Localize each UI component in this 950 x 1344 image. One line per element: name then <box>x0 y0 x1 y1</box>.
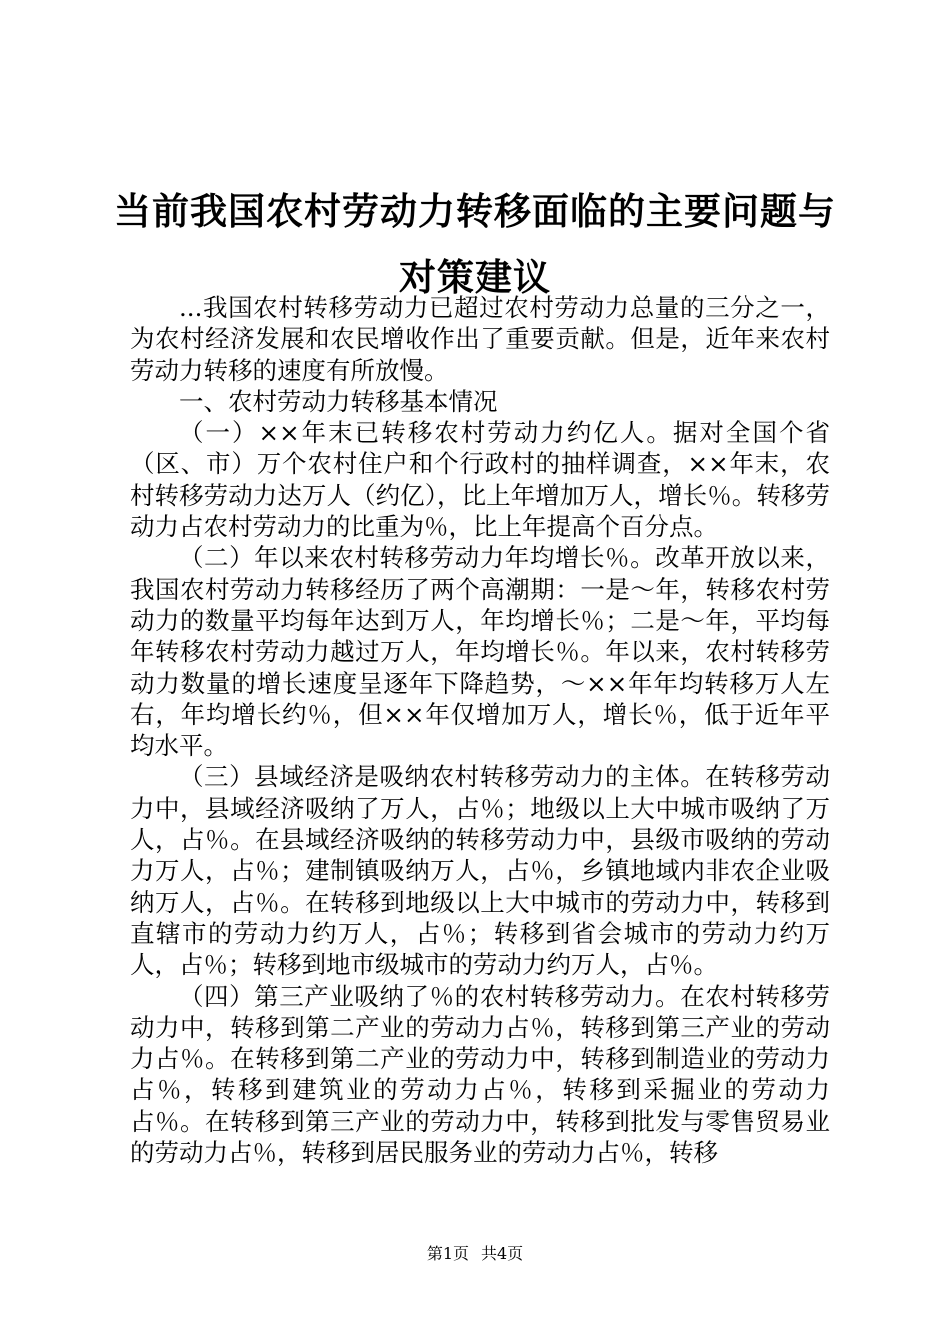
document-title: 当前我国农村劳动力转移面临的主要问题与对策建议 <box>114 189 836 299</box>
paragraph-3: （三）县域经济是吸纳农村转移劳动力的主体。在转移劳动力中，县域经济吸纳了万人，占％；地级以上大中城市吸纳了万人，占％。在县域经济吸纳的转移劳动力中，县级市吸纳的劳动力万人，占％；建制镇吸纳万人，占％，乡镇地域内非农企业吸纳万人，占％。在转移到地级以上大中城市的劳动力中，转移到直辖市的劳动力约万人，占％；转移到省会城市的劳动力约万人，占％；转移到地市级城市的劳动力约万人，占％。 <box>130 762 830 980</box>
section-heading: 一、农村劳动力转移基本情况 <box>179 386 498 416</box>
page-count: 共4页 <box>481 1244 524 1263</box>
page-number: 第1页 <box>426 1244 469 1263</box>
paragraph-1: （一）××年末已转移农村劳动力约亿人。据对全国个省（区、市）万个农村住户和个行政村的抽样调查，××年末，农村转移劳动力达万人（约亿），比上年增加万人，增长％。转移劳动力占农村劳动力的比重为％，比上年提高个百分点。 <box>130 418 830 542</box>
document-body <box>130 292 830 1168</box>
paragraph-4: （四）第三产业吸纳了％的农村转移劳动力。在农村转移劳动力中，转移到第二产业的劳动力占％，转移到第三产业的劳动力占％。在转移到第二产业的劳动力中，转移到制造业的劳动力占％，转移到建筑业的劳动力占％，转移到采掘业的劳动力占％。在转移到第三产业的劳动力中，转移到批发与零售贸易业的劳动力占％，转移到居民服务业的劳动力占％，转移 <box>130 981 830 1168</box>
paragraph-2: （二）年以来农村转移劳动力年均增长％。改革开放以来，我国农村劳动力转移经历了两个高潮期：一是～年，转移农村劳动力的数量平均每年达到万人，年均增长％；二是～年，平均每年转移农村劳动力越过万人，年均增长％。年以来，农村转移劳动力数量的增长速度呈逐年下降趋势，～××年年均转移万人左右，年均增长约％，但××年仅增加万人，增长％，低于近年平均水平。 <box>130 543 830 761</box>
intro-paragraph: ...我国农村转移劳动力已超过农村劳动力总量的三分之一，为农村经济发展和农民增收作出了重要贡献。但是，近年来农村劳动力转移的速度有所放慢。 <box>130 293 830 385</box>
page-footer <box>0 1244 950 1264</box>
